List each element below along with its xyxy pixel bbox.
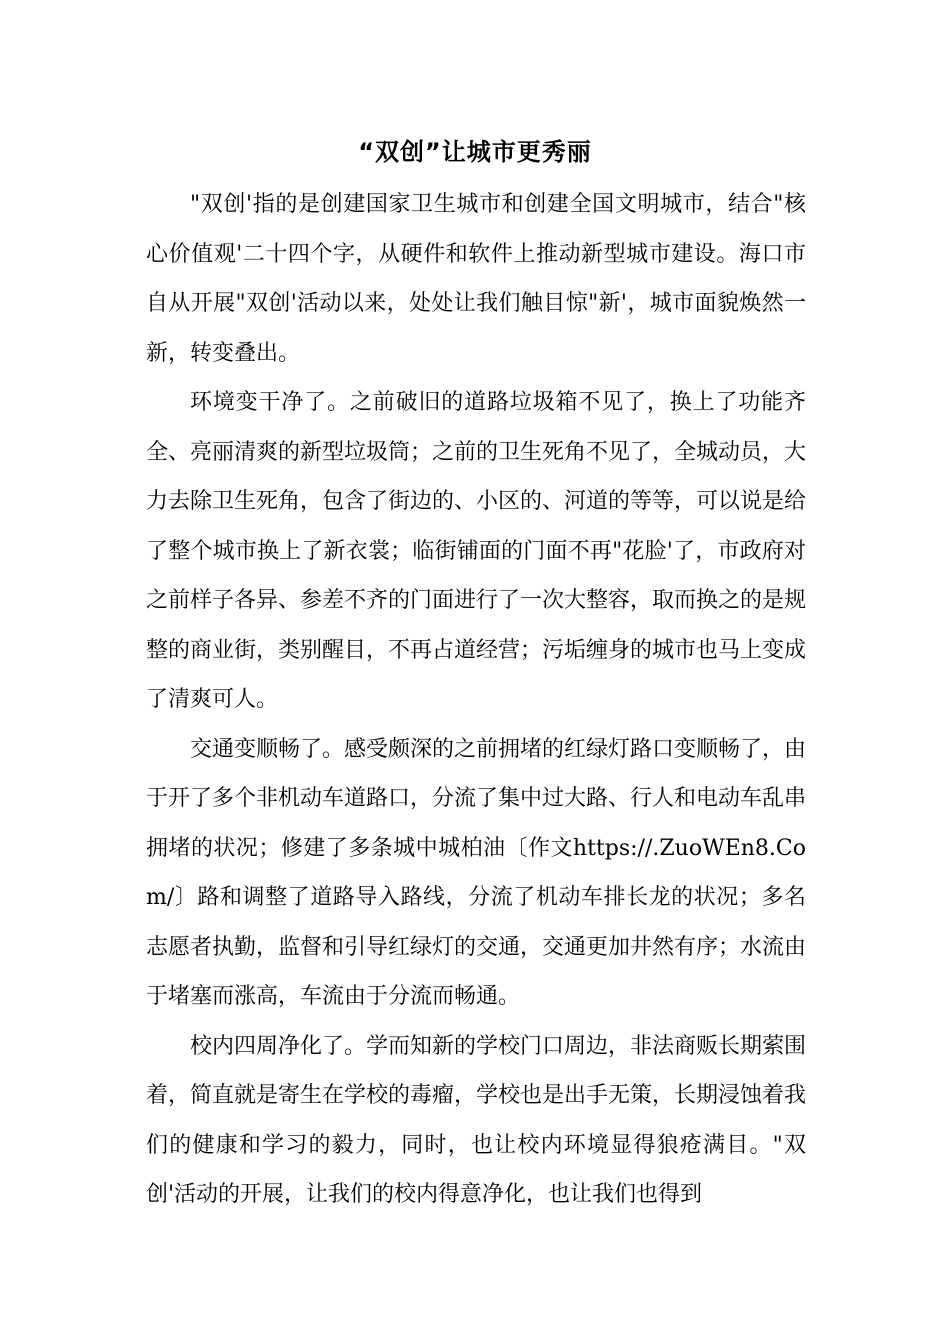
paragraph-intro: "双创'指的是创建国家卫生城市和创建全国文明城市，结合"核心价值观'二十四个字，从硬件和软件上推动新型城市建设。海口市自从开展"双创'活动以来，处处让我们触目惊"新'，城市面貌焕然一新，转变叠出。 [146, 192, 806, 366]
document-title: “双创”让城市更秀丽 [358, 138, 592, 166]
paragraph-traffic: 交通变顺畅了。感受颇深的之前拥堵的红绿灯路口变顺畅了，由于开了多个非机动车道路口，分流了集中过大路、行人和电动车乱串拥堵的状况；修建了多条城中城柏油〔作文https://.ZuoWEn8.Com/〕路和调整了道路导入路线，分流了机动车排长龙的状况；多名志愿者执勤，监督和引导红绿灯的交通，交通更加井然有序；水流由于堵塞而涨高，车流由于分流而畅通。 [146, 736, 807, 1009]
paragraph-school: 校内四周净化了。学而知新的学校门口周边，非法商贩长期萦围着，简直就是寄生在学校的毒瘤，学校也是出手无策，长期浸蚀着我们的健康和学习的毅力，同时，也让校内环境显得狼疮满目。"双创'活动的开展，让我们的校内得意净化，也让我们也得到 [146, 1033, 807, 1207]
paragraph-environment: 环境变干净了。之前破旧的道路垃圾箱不见了，换上了功能齐全、亮丽清爽的新型垃圾筒；之前的卫生死角不见了，全城动员，大力去除卫生死角，包含了街边的、小区的、河道的等等，可以说是给了整个城市换上了新衣裳；临街铺面的门面不再"花脸'了，市政府对之前样子各异、参差不齐的门面进行了一次大整容，取而换之的是规整的商业街，类别醒目，不再占道经营；污垢缠身的城市也马上变成了清爽可人。 [146, 390, 807, 712]
document-body [146, 180, 806, 1220]
